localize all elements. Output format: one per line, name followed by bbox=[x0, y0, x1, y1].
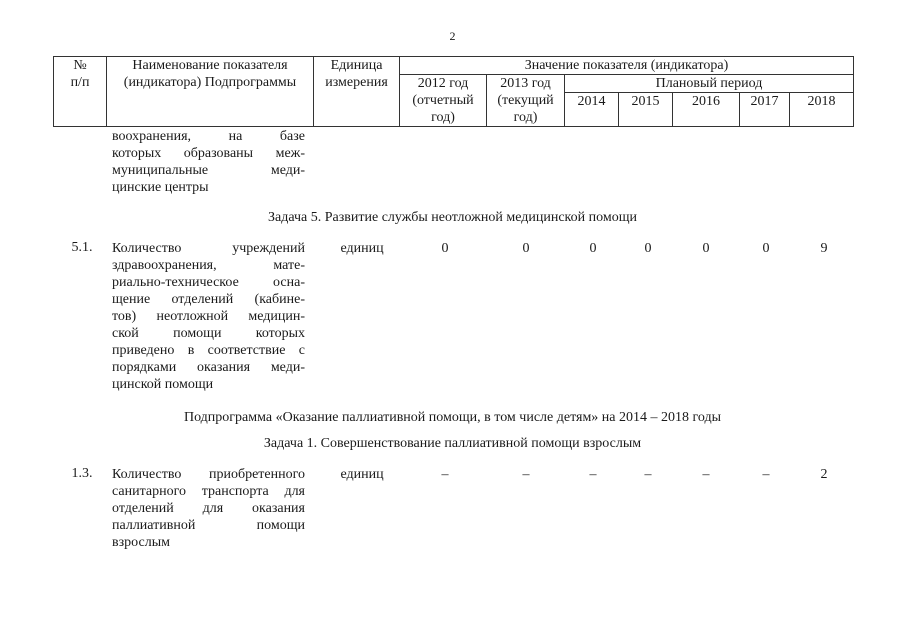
row-1-3-value-2013: – bbox=[522, 467, 530, 482]
header-2013-line-1: 2013 год bbox=[500, 76, 551, 91]
row-5-1-name-line: риально-техническое осна- bbox=[112, 275, 305, 290]
row-1-3-value-2017: – bbox=[762, 467, 770, 482]
header-2013-line-3: год) bbox=[513, 110, 538, 125]
continuation-line: муниципальные меди- bbox=[112, 163, 305, 178]
header-2012-cell bbox=[400, 75, 487, 127]
continuation-name bbox=[112, 128, 305, 196]
header-name-line-2: (индикатора) Подпрограммы bbox=[123, 75, 297, 90]
row-5-1-value-2018: 9 bbox=[820, 241, 828, 256]
row-5-1-name-line: здравоохранения, мате- bbox=[112, 258, 305, 273]
header-2013-line-2: (текущий bbox=[497, 93, 554, 108]
row-5-1-value-2014: 0 bbox=[589, 241, 597, 256]
row-1-3-name-line: Количество приобретенного bbox=[112, 467, 305, 482]
header-year-2014: 2014 bbox=[565, 93, 619, 127]
header-2013-cell bbox=[487, 75, 565, 127]
header-num-line-1: № bbox=[73, 58, 87, 73]
header-unit-cell bbox=[314, 57, 400, 127]
row-5-1-num: 5.1. bbox=[71, 240, 93, 255]
row-1-3-name-line: взрослым bbox=[112, 535, 170, 550]
row-5-1-name-line: тов) неотложной медицин- bbox=[112, 309, 305, 324]
header-2012-line-2: (отчетный bbox=[412, 93, 474, 108]
row-5-1-name-line: щение отделений (кабине- bbox=[112, 292, 305, 307]
row-5-1-name-line: цинской помощи bbox=[112, 377, 214, 392]
row-5-1-value-2012: 0 bbox=[441, 241, 449, 256]
header-planned-period: Плановый период bbox=[565, 75, 854, 93]
page-number: 2 bbox=[449, 29, 456, 43]
header-num-line-2: п/п bbox=[70, 75, 90, 90]
row-1-3-value-2015: – bbox=[644, 467, 652, 482]
row-1-3-name-line: паллиативной помощи bbox=[112, 518, 305, 533]
header-unit-line-2: измерения bbox=[325, 75, 388, 90]
row-5-1-name-line: ской помощи которых bbox=[112, 326, 305, 341]
header-unit-line-1: Единица bbox=[330, 58, 383, 73]
subprogram-heading: Подпрограмма «Оказание паллиативной помощи, в том числе детям» на 2014 – 2018 годы bbox=[183, 410, 722, 425]
indicator-table-header bbox=[53, 56, 854, 127]
task1-heading: Задача 1. Совершенствование паллиативной помощи взрослым bbox=[263, 436, 642, 451]
row-5-1-name-line: порядками оказания меди- bbox=[112, 360, 305, 375]
header-year-2016: 2016 bbox=[673, 93, 740, 127]
header-value-group: Значение показателя (индикатора) bbox=[400, 57, 854, 75]
row-1-3-num: 1.3. bbox=[71, 466, 93, 481]
header-num-cell bbox=[54, 57, 107, 127]
header-2012-line-3: год) bbox=[431, 110, 455, 125]
row-5-1-value-2015: 0 bbox=[644, 241, 652, 256]
task5-heading: Задача 5. Развитие службы неотложной медицинской помощи bbox=[268, 210, 637, 225]
row-5-1-name-line: приведено в соответствие с bbox=[112, 343, 305, 358]
row-5-1-name-line: Количество учреждений bbox=[112, 241, 305, 256]
row-5-1-unit: единиц bbox=[340, 241, 384, 256]
row-1-3-value-2018: 2 bbox=[820, 467, 828, 482]
row-1-3-name bbox=[112, 466, 305, 551]
row-1-3-value-2012: – bbox=[441, 467, 449, 482]
header-name-line-1: Наименование показателя bbox=[132, 58, 288, 73]
row-5-1-value-2016: 0 bbox=[702, 241, 710, 256]
header-year-2015: 2015 bbox=[619, 93, 673, 127]
row-1-3-value-2016: – bbox=[702, 467, 710, 482]
row-1-3-name-line: отделений для оказания bbox=[112, 501, 305, 516]
header-year-2018: 2018 bbox=[790, 93, 854, 127]
header-name-cell bbox=[107, 57, 314, 127]
continuation-line: воохранения, на базе bbox=[112, 129, 305, 144]
continuation-line: которых образованы меж- bbox=[112, 146, 305, 161]
row-5-1-value-2017: 0 bbox=[762, 241, 770, 256]
row-5-1-value-2013: 0 bbox=[522, 241, 530, 256]
row-5-1-name bbox=[112, 240, 305, 393]
row-1-3-name-line: санитарного транспорта для bbox=[112, 484, 305, 499]
row-1-3-unit: единиц bbox=[340, 467, 384, 482]
header-year-2017: 2017 bbox=[740, 93, 790, 127]
continuation-line: цинские центры bbox=[112, 180, 209, 195]
row-1-3-value-2014: – bbox=[589, 467, 597, 482]
header-2012-line-1: 2012 год bbox=[417, 76, 469, 91]
